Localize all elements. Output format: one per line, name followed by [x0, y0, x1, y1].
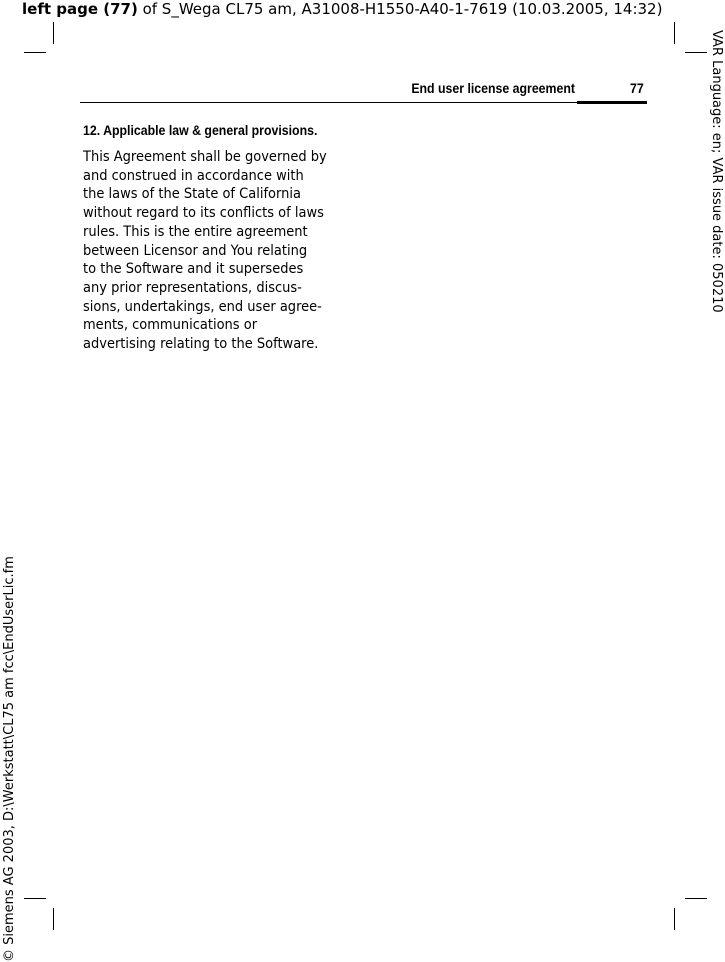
page-number: 77: [630, 80, 644, 96]
crop-mark: [674, 22, 675, 44]
crop-mark: [674, 908, 675, 930]
crop-mark: [53, 22, 54, 44]
body-line: between Licensor and You relating: [83, 242, 308, 259]
section-heading: 12. Applicable law & general provisions.: [83, 122, 318, 138]
copyright-path-note: © Siemens AG 2003, D:\Werkstatt\CL75 am fcc\EndUserLic.fm: [2, 556, 17, 962]
crop-mark: [24, 52, 46, 53]
body-line: This Agreement shall be governed by: [83, 149, 327, 165]
crop-mark: [53, 908, 54, 930]
running-header-title: End user license agreement: [411, 80, 575, 96]
section-body: [83, 148, 351, 354]
header-rule: [80, 102, 647, 103]
body-line: to the Software and it supersedes: [83, 261, 304, 278]
header-rule-accent: [577, 101, 647, 104]
body-line: any prior representations, discus-: [83, 279, 302, 296]
body-line: ments, communications or: [83, 317, 258, 334]
body-line: the laws of the State of California: [83, 186, 301, 203]
crop-mark: [685, 52, 707, 53]
banner-page-label: left page (77): [22, 0, 138, 18]
var-language-note: VAR Language: en; VAR issue date: 050210: [709, 30, 724, 313]
body-line: and construed in accordance with: [83, 167, 304, 184]
crop-mark: [24, 898, 46, 899]
file-banner: [22, 0, 662, 18]
crop-mark: [685, 898, 707, 899]
body-line: sions, undertakings, end user agree-: [83, 298, 322, 315]
body-line: rules. This is the entire agreement: [83, 223, 308, 240]
banner-file-info: of S_Wega CL75 am, A31008-H1550-A40-1-7619 (10.03.2005, 14:32): [137, 0, 663, 18]
body-line: without regard to its conflicts of laws: [83, 205, 324, 222]
body-line: advertising relating to the Software.: [83, 336, 319, 353]
